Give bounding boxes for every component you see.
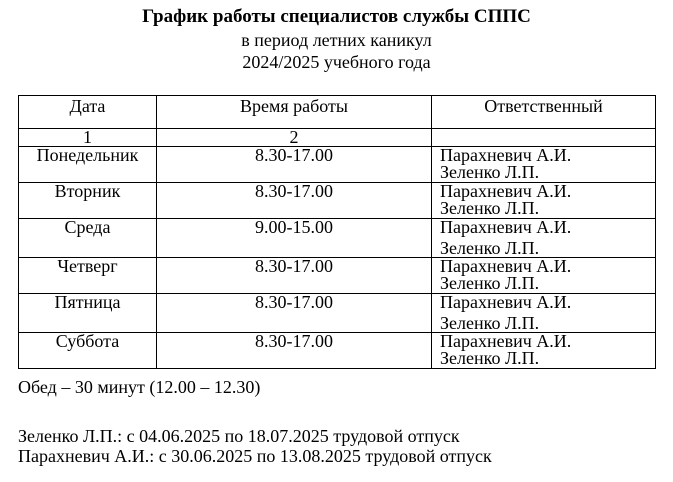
responsible-name-2: Зеленко Л.П. (440, 313, 540, 333)
day-cell: Понедельник (19, 147, 157, 183)
lunch-note: Обед – 30 минут (12.00 – 12.30) (18, 377, 261, 397)
day-cell: Суббота (19, 333, 157, 369)
responsible-name-1: Парахневич А.И. (440, 292, 572, 312)
table-row (19, 219, 656, 258)
responsible-name-1: Парахневич А.И. (440, 256, 572, 276)
responsible-cell (432, 183, 656, 219)
column-number-1: 1 (19, 129, 157, 147)
header-time: Время работы (157, 96, 432, 129)
responsible-cell (432, 333, 656, 369)
day-cell: Четверг (19, 258, 157, 294)
page-title: График работы специалистов службы СППС (142, 6, 531, 27)
responsible-cell (432, 219, 656, 258)
vacation-note-1: Зеленко Л.П.: с 04.06.2025 по 18.07.2025 трудовой отпуск (18, 426, 460, 446)
time-cell: 8.30-17.00 (157, 333, 432, 369)
header-date: Дата (19, 96, 157, 129)
table-row (19, 294, 656, 333)
responsible-cell (432, 294, 656, 333)
responsible-name-2: Зеленко Л.П. (440, 238, 540, 258)
column-number-2: 2 (157, 129, 432, 147)
responsible-name-1: Парахневич А.И. (440, 181, 572, 201)
column-number-row (19, 129, 656, 147)
time-cell: 8.30-17.00 (157, 147, 432, 183)
schedule-table (18, 95, 656, 369)
table-row (19, 183, 656, 219)
subtitle-year: 2024/2025 учебного года (242, 52, 431, 72)
responsible-name-1: Парахневич А.И. (440, 145, 572, 165)
time-cell: 8.30-17.00 (157, 294, 432, 333)
table-row (19, 147, 656, 183)
time-cell: 9.00-15.00 (157, 219, 432, 258)
responsible-name-2: Зеленко Л.П. (440, 273, 540, 293)
responsible-name-1: Парахневич А.И. (440, 217, 572, 237)
table-row (19, 333, 656, 369)
time-cell: 8.30-17.00 (157, 183, 432, 219)
responsible-cell (432, 147, 656, 183)
column-number-3 (432, 129, 656, 147)
day-cell: Среда (19, 219, 157, 258)
day-cell: Вторник (19, 183, 157, 219)
day-cell: Пятница (19, 294, 157, 333)
responsible-name-1: Парахневич А.И. (440, 331, 572, 351)
header-row (19, 96, 656, 129)
subtitle-period: в период летних каникул (241, 30, 432, 50)
time-cell: 8.30-17.00 (157, 258, 432, 294)
responsible-name-2: Зеленко Л.П. (440, 348, 540, 368)
table-row (19, 258, 656, 294)
responsible-name-2: Зеленко Л.П. (440, 162, 540, 182)
vacation-note-2: Парахневич А.И.: с 30.06.2025 по 13.08.2025 трудовой отпуск (18, 446, 492, 466)
header-responsible: Ответственный (432, 96, 656, 129)
responsible-cell (432, 258, 656, 294)
responsible-name-2: Зеленко Л.П. (440, 198, 540, 218)
